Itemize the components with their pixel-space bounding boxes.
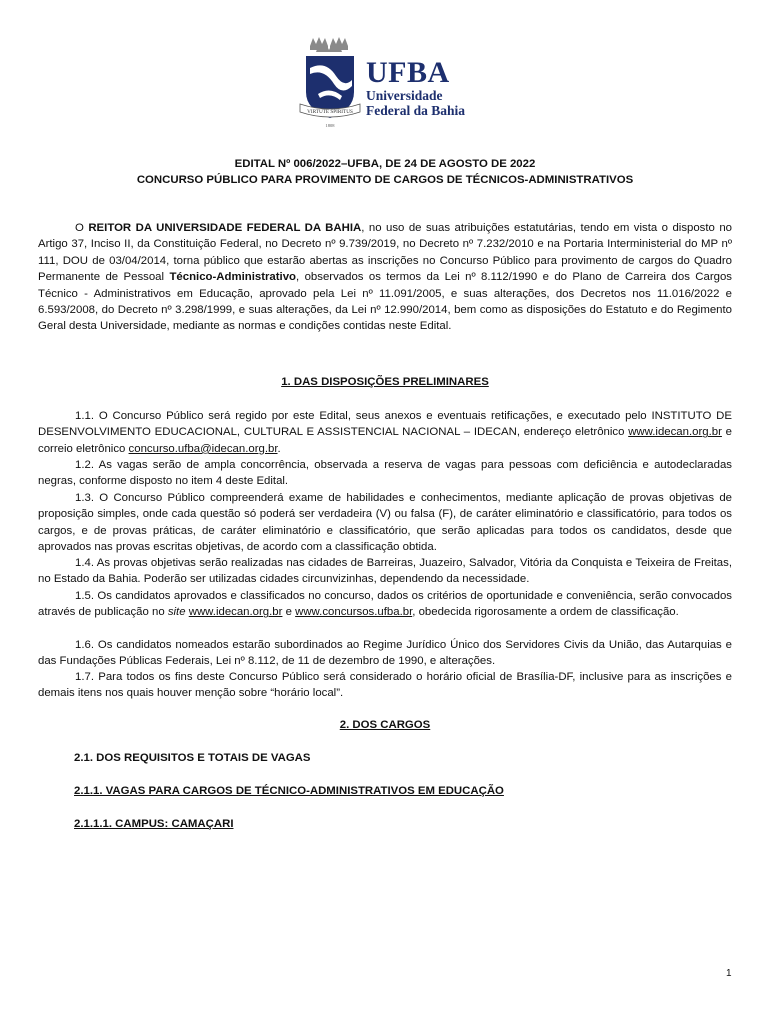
logo-ufba: UFBA xyxy=(366,56,450,89)
idecan-link[interactable]: www.idecan.org.br xyxy=(628,426,722,439)
concursos-ufba-link[interactable]: www.concursos.ufba.br xyxy=(295,606,413,619)
intro-part2: , observados os termos da Lei nº 8.112/1990 e do Plano de Carreira dos Cargos Técnico - Administrativos em Educação, aprovado pela Lei nº 11.091/2005, e suas alterações, dos Decretos nos 11.016/2022 e 6.593/2008, do Decreto nº 3.298/1999, e suas alterações, da Lei nº 12.990/2014, bem como as disposições do Estatuto e do Regimento Geral desta Universidade, mediante as normas e condições contidas neste Edital. xyxy=(38,271,732,333)
logo-year: 1808 xyxy=(325,123,335,128)
intro-lead: O xyxy=(75,222,89,234)
item-1-1 xyxy=(38,408,732,457)
item-1-5-and: e xyxy=(282,606,296,619)
section2-title: 2. DOS CARGOS xyxy=(339,719,431,731)
item-1-6: 1.6. Os candidatos nomeados estarão subordinados ao Regime Jurídico Único dos Servidores Civis da União, das Autarquias e das Fundações Públicas Federais, Lei nº 8.112, de 11 de dezembro de 1990, e alterações. xyxy=(38,639,732,668)
item-1-1-text: 1.1. O Concurso Público será regido por este Edital, seus anexos e eventuais retificações, e executado pelo INSTITUTO DE DESENVOLVIMENTO EDUCACIONAL, CULTURAL E ASSISTENCIAL NACIONAL – IDECAN, endereço eletrônico xyxy=(38,410,732,439)
subsection-2-1-1-1: 2.1.1.1. CAMPUS: CAMAÇARI xyxy=(74,818,234,830)
logo-motto: VIRTUTE SPIRITUS xyxy=(307,109,353,115)
item-1-1-text-c: . xyxy=(277,442,281,455)
logo-line2: Federal da Bahia xyxy=(366,103,466,118)
intro-tecadm: Técnico-Administrativo xyxy=(169,271,297,284)
item-1-7: 1.7. Para todos os fins deste Concurso Público será considerado o horário oficial de Brasília-DF, inclusive para as inscrições e demais itens nos quais houver menção sobre “horário local”. xyxy=(38,671,732,700)
subsection-2-1: 2.1. DOS REQUISITOS E TOTAIS DE VAGAS xyxy=(74,752,311,764)
item-1-2: 1.2. As vagas serão de ampla concorrência, observada a reserva de vagas para pessoas com deficiência e autodeclaradas negras, conforme disposto no item 4 deste Edital. xyxy=(38,459,732,488)
item-1-5-site: site xyxy=(167,606,186,619)
item-1-1-text-b: e correio eletrônico xyxy=(38,426,732,455)
item-1-3: 1.3. O Concurso Público compreenderá exame de habilidades e conhecimentos, mediante aplicação de provas objetivas de proposição simples, onde cada questão só poderá ser verdadeira (V) ou falsa (F), de caráter eliminatório e classificatório, para todos os cargos, e de provas práticas, de caráter eliminatório e classificatório, que serão aplicadas para todos os candidatos, desde que aprovados nas provas escritas objetivas, de acordo com a classificação obtida. xyxy=(38,492,732,554)
ufba-crest-icon xyxy=(296,34,366,134)
logo-wordmark xyxy=(366,58,465,118)
intro-part1: , no uso de suas atribuições estatutárias, tendo em vista o disposto no Artigo 37, Inciso II, da Constituição Federal, no Decreto nº 9.739/2019, no Decreto nº 7.232/2010 e na Portaria Interministerial do MP nº 111, DOU de 03/04/2014, torna público que estarão abertas as inscrições no Concurso Público para provimento de cargos do Quadro Permanente de Pessoal xyxy=(38,222,733,284)
logo-line1: Universidade xyxy=(366,88,443,103)
item-1-5-text: 1.5. Os candidatos aprovados e classificados no concurso, dados os critérios de oportunidade e conveniência, serão convocados através de publicação no xyxy=(38,590,732,619)
idecan-link-2[interactable]: www.idecan.org.br xyxy=(188,606,283,619)
intro-paragraph xyxy=(38,220,732,335)
item-1-4: 1.4. As provas objetivas serão realizadas nas cidades de Barreiras, Juazeiro, Salvador, Vitória da Conquista e Teixeira de Freitas, no Estado da Bahia. Poderão ser utilizadas cidades circunvizinhas, dependendo da necessidade. xyxy=(38,557,732,586)
section1-title: 1. DAS DISPOSIÇÕES PRELIMINARES xyxy=(281,376,489,388)
edital-title: EDITAL Nº 006/2022–UFBA, DE 24 DE AGOSTO DE 2022 xyxy=(234,158,536,170)
intro-reitor: REITOR DA UNIVERSIDADE FEDERAL DA BAHIA xyxy=(88,222,362,234)
item-1-5-text-d: , obedecida rigorosamente a ordem de classificação. xyxy=(412,606,679,619)
email-link[interactable]: concurso.ufba@idecan.org.br xyxy=(128,442,278,455)
page-number: 1 xyxy=(726,968,732,979)
item-1-5 xyxy=(38,588,732,621)
subsection-2-1-1: 2.1.1. VAGAS PARA CARGOS DE TÉCNICO-ADMINISTRATIVOS EM EDUCAÇÃO xyxy=(74,785,504,797)
edital-subtitle: CONCURSO PÚBLICO PARA PROVIMENTO DE CARGOS DE TÉCNICOS-ADMINISTRATIVOS xyxy=(136,174,634,186)
